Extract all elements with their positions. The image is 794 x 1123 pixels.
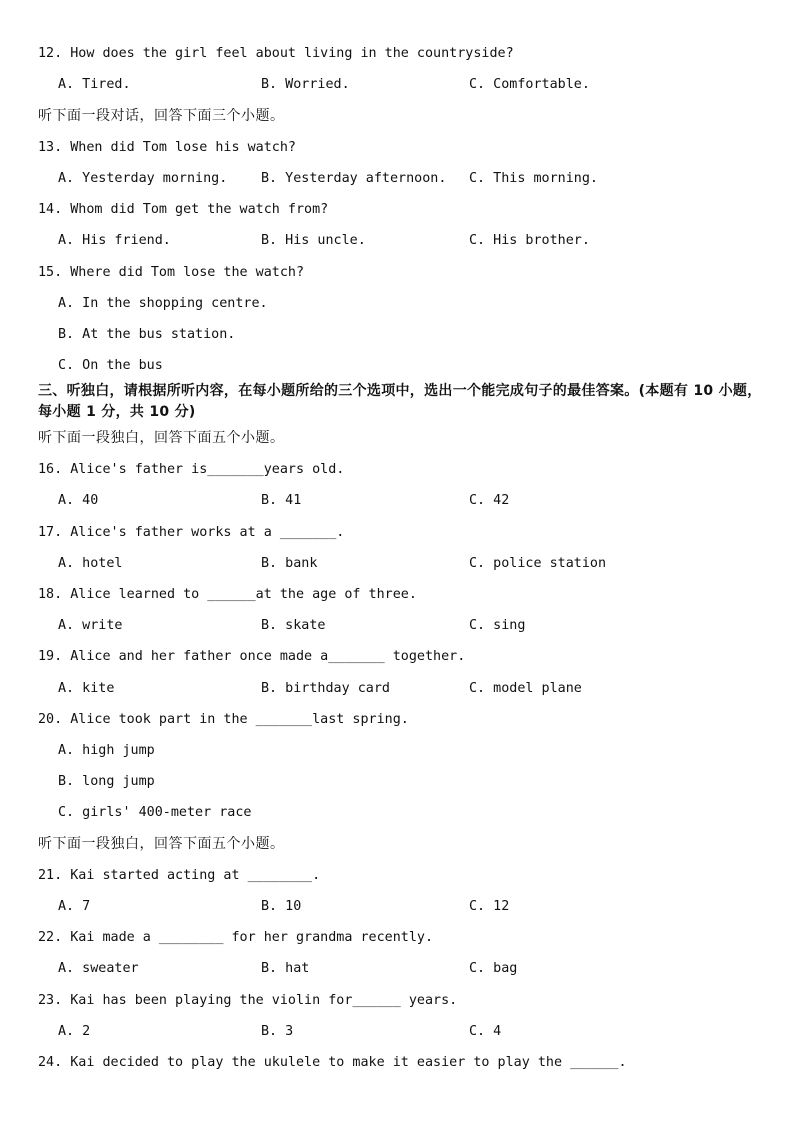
question-21-option-c: C. 12: [469, 899, 510, 914]
question-18-option-b: B. skate: [261, 618, 326, 633]
question-18-stem: 18. Alice learned to ______at the age of three.: [38, 587, 417, 602]
question-14-option-a: A. His friend.: [58, 233, 171, 248]
listening-instruction: 听下面一段对话，回答下面三个小题。: [38, 108, 285, 124]
question-13-option-c: C. This morning.: [469, 171, 598, 186]
question-18-option-c: C. sing: [469, 618, 526, 633]
question-17-option-a: A. hotel: [58, 556, 123, 571]
question-16-option-a: A. 40: [58, 493, 99, 508]
question-12-option-c: C. Comfortable.: [469, 77, 590, 92]
question-22-option-b: B. hat: [261, 961, 310, 976]
question-20-option-a: A. high jump: [58, 743, 155, 758]
question-15-option-b: B. At the bus station.: [58, 327, 236, 342]
question-12-option-a: A. Tired.: [58, 77, 131, 92]
question-14-option-b: B. His uncle.: [261, 233, 366, 248]
question-21-stem: 21. Kai started acting at ________.: [38, 868, 321, 883]
question-19-option-a: A. kite: [58, 681, 115, 696]
question-17-stem: 17. Alice's father works at a _______.: [38, 525, 345, 540]
question-22-option-a: A. sweater: [58, 961, 139, 976]
question-21-option-a: A. 7: [58, 899, 91, 914]
question-20-option-c: C. girls' 400-meter race: [58, 805, 252, 820]
question-19-option-c: C. model plane: [469, 681, 582, 696]
question-18-option-a: A. write: [58, 618, 123, 633]
question-17-option-c: C. police station: [469, 556, 607, 571]
question-22-option-c: C. bag: [469, 961, 518, 976]
question-23-option-b: B. 3: [261, 1024, 294, 1039]
question-13-option-a: A. Yesterday morning.: [58, 171, 228, 186]
listening-instruction: 听下面一段独白，回答下面五个小题。: [38, 430, 285, 446]
question-15-stem: 15. Where did Tom lose the watch?: [38, 265, 305, 280]
question-23-option-a: A. 2: [58, 1024, 91, 1039]
question-16-stem: 16. Alice's father is_______years old.: [38, 462, 345, 477]
question-23-stem: 23. Kai has been playing the violin for______ years.: [38, 993, 458, 1008]
section-3-heading: 三、听独白，请根据所听内容，在每小题所给的三个选项中，选出一个能完成句子的最佳答案。(本题有 10 小题，每小题 1 分，共 10 分): [38, 383, 762, 420]
question-12-stem: 12. How does the girl feel about living in the countryside?: [38, 46, 514, 61]
question-24-stem: 24. Kai decided to play the ukulele to make it easier to play the ______.: [38, 1055, 627, 1070]
question-15-option-c: C. On the bus: [58, 358, 163, 373]
question-12-option-b: B. Worried.: [261, 77, 350, 92]
question-16-option-c: C. 42: [469, 493, 510, 508]
question-14-stem: 14. Whom did Tom get the watch from?: [38, 202, 329, 217]
question-15-option-a: A. In the shopping centre.: [58, 296, 268, 311]
question-23-option-c: C. 4: [469, 1024, 502, 1039]
question-21-option-b: B. 10: [261, 899, 302, 914]
question-13-stem: 13. When did Tom lose his watch?: [38, 140, 296, 155]
question-13-option-b: B. Yesterday afternoon.: [261, 171, 447, 186]
question-14-option-c: C. His brother.: [469, 233, 590, 248]
question-22-stem: 22. Kai made a ________ for her grandma recently.: [38, 930, 434, 945]
question-19-option-b: B. birthday card: [261, 681, 390, 696]
question-19-stem: 19. Alice and her father once made a_______ together.: [38, 649, 466, 664]
question-20-stem: 20. Alice took part in the _______last spring.: [38, 712, 409, 727]
question-20-option-b: B. long jump: [58, 774, 155, 789]
listening-instruction: 听下面一段独白，回答下面五个小题。: [38, 836, 285, 852]
question-16-option-b: B. 41: [261, 493, 302, 508]
question-17-option-b: B. bank: [261, 556, 318, 571]
